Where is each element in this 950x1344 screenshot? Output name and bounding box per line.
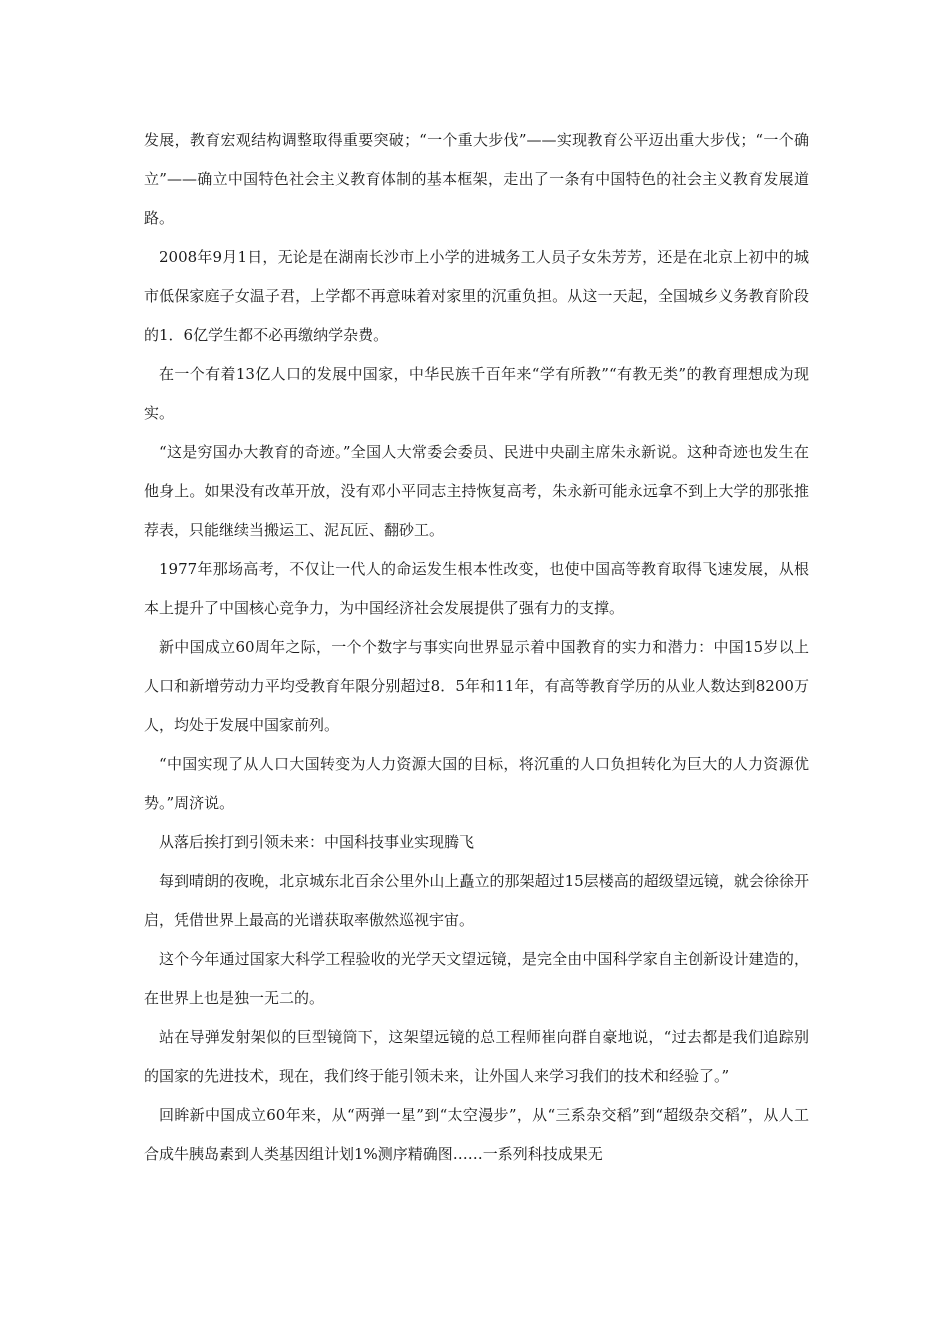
paragraph: 每到晴朗的夜晚，北京城东北百余公里外山上矗立的那架超过15层楼高的超级望远镜，就会徐徐开启，凭借世界上最高的光谱获取率傲然巡视宇宙。 — [144, 872, 809, 929]
paragraph: 2008年9月1日，无论是在湖南长沙市上小学的进城务工人员子女朱芳芳，还是在北京上初中的城市低保家庭子女温子君，上学都不再意味着对家里的沉重负担。从这一天起，全国城乡义务教育阶段的1．6亿学生都不必再缴纳学杂费。 — [144, 248, 809, 344]
paragraph: 这个今年通过国家大科学工程验收的光学天文望远镜，是完全由中国科学家自主创新设计建造的，在世界上也是独一无二的。 — [144, 950, 809, 1007]
paragraph: 1977年那场高考，不仅让一代人的命运发生根本性改变，也使中国高等教育取得飞速发展，从根本上提升了中国核心竞争力，为中国经济社会发展提供了强有力的支撑。 — [144, 560, 809, 617]
paragraph: 回眸新中国成立60年来，从“两弹一星”到“太空漫步”，从“三系杂交稻”到“超级杂交稻”，从人工合成牛胰岛素到人类基因组计划1%测序精确图……一系列科技成果无 — [144, 1106, 809, 1163]
paragraph: 在一个有着13亿人口的发展中国家，中华民族千百年来“学有所教”“有教无类”的教育理想成为现实。 — [144, 365, 809, 422]
paragraph: 站在导弹发射架似的巨型镜筒下，这架望远镜的总工程师崔向群自豪地说，“过去都是我们追踪别的国家的先进技术，现在，我们终于能引领未来，让外国人来学习我们的技术和经验了。” — [144, 1028, 809, 1085]
paragraph: 发展，教育宏观结构调整取得重要突破；“一个重大步伐”——实现教育公平迈出重大步伐；“一个确立”——确立中国特色社会主义教育体制的基本框架，走出了一条有中国特色的社会主义教育发展道路。 — [144, 131, 809, 227]
paragraph: 新中国成立60周年之际，一个个数字与事实向世界显示着中国教育的实力和潜力：中国15岁以上人口和新增劳动力平均受教育年限分别超过8．5年和11年，有高等教育学历的从业人数达到8200万人，均处于发展中国家前列。 — [144, 638, 809, 734]
article-body — [144, 121, 809, 1174]
section-heading: 从落后挨打到引领未来：中国科技事业实现腾飞 — [159, 833, 475, 851]
paragraph: “这是穷国办大教育的奇迹。”全国人大常委会委员、民进中央副主席朱永新说。这种奇迹也发生在他身上。如果没有改革开放，没有邓小平同志主持恢复高考，朱永新可能永远拿不到上大学的那张推荐表，只能继续当搬运工、泥瓦匠、翻砂工。 — [144, 443, 809, 539]
paragraph: “中国实现了从人口大国转变为人力资源大国的目标，将沉重的人口负担转化为巨大的人力资源优势。”周济说。 — [144, 755, 809, 812]
